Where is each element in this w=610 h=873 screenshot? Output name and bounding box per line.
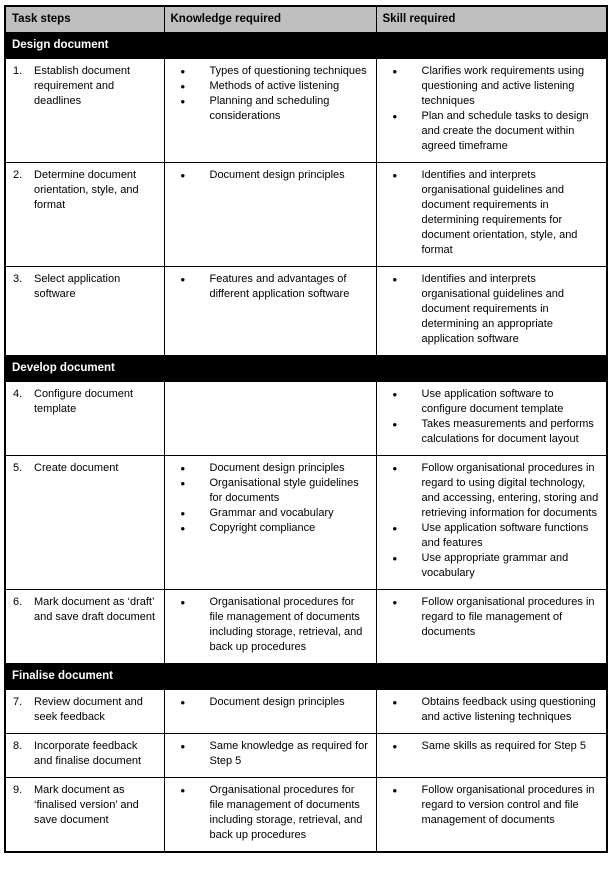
column-header-task-steps: Task steps bbox=[5, 6, 164, 33]
knowledge-cell bbox=[164, 163, 376, 267]
skill-cell bbox=[376, 456, 607, 590]
bullet-list bbox=[171, 739, 370, 769]
skill-cell bbox=[376, 59, 607, 163]
bullet-item: • Document design principles bbox=[181, 695, 370, 710]
bullet-list bbox=[383, 461, 601, 581]
bullet-list bbox=[171, 461, 370, 536]
bullet-item: • Types of questioning techniques bbox=[181, 64, 370, 79]
table-row bbox=[5, 456, 607, 590]
knowledge-cell bbox=[164, 778, 376, 853]
section-header-row bbox=[5, 664, 607, 690]
bullet-item: • Use application software to configure document template bbox=[393, 387, 601, 417]
bullet-item: • Methods of active listening bbox=[181, 79, 370, 94]
task-step bbox=[13, 272, 159, 302]
bullet-item: • Identifies and interprets organisational guidelines and document requirements in determining an appropriate application software bbox=[393, 272, 601, 347]
task-step bbox=[13, 739, 159, 769]
step-label: Mark document as ‘finalised version’ and save document bbox=[34, 784, 139, 826]
skill-cell bbox=[376, 163, 607, 267]
step-number: 3. bbox=[13, 273, 23, 285]
step-label: Establish document requirement and deadlines bbox=[34, 65, 130, 107]
bullet-item: • Follow organisational procedures in regard to using digital technology, and accessing, entering, storing and retrieving information for documents bbox=[393, 461, 601, 521]
step-number: 4. bbox=[13, 388, 23, 400]
bullet-item: • Document design principles bbox=[181, 461, 370, 476]
bullet-item: • Follow organisational procedures in regard to version control and file management of documents bbox=[393, 783, 601, 828]
bullet-item: • Follow organisational procedures in regard to file management of documents bbox=[393, 595, 601, 640]
step-label: Select application software bbox=[34, 273, 121, 300]
bullet-item: • Identifies and interprets organisational guidelines and document requirements in determining requirements for document orientation, style, and format bbox=[393, 168, 601, 258]
table-row bbox=[5, 163, 607, 267]
task-step bbox=[13, 695, 159, 725]
bullet-list bbox=[171, 695, 370, 710]
task-step-cell bbox=[5, 590, 164, 664]
step-label: Determine document orientation, style, and format bbox=[34, 169, 139, 211]
step-label: Create document bbox=[34, 462, 119, 474]
bullet-list bbox=[383, 272, 601, 347]
bullet-item: • Planning and scheduling considerations bbox=[181, 94, 370, 124]
task-step-cell bbox=[5, 778, 164, 853]
skill-cell bbox=[376, 590, 607, 664]
section-header-row bbox=[5, 356, 607, 382]
bullet-item: • Use application software functions and features bbox=[393, 521, 601, 551]
bullet-list bbox=[383, 168, 601, 258]
task-step-cell bbox=[5, 690, 164, 734]
skill-cell bbox=[376, 382, 607, 456]
column-header-knowledge-required: Knowledge required bbox=[164, 6, 376, 33]
table-header-row bbox=[5, 6, 607, 33]
step-number: 7. bbox=[13, 696, 23, 708]
bullet-list bbox=[171, 168, 370, 183]
bullet-list bbox=[383, 595, 601, 640]
knowledge-cell bbox=[164, 456, 376, 590]
column-header-skill-required: Skill required bbox=[376, 6, 607, 33]
task-step bbox=[13, 168, 159, 213]
knowledge-cell bbox=[164, 382, 376, 456]
section-title: Develop document bbox=[5, 356, 607, 382]
step-number: 8. bbox=[13, 740, 23, 752]
bullet-list bbox=[383, 64, 601, 154]
knowledge-cell bbox=[164, 267, 376, 356]
task-step bbox=[13, 595, 159, 625]
bullet-item: • Copyright compliance bbox=[181, 521, 370, 536]
bullet-item: • Organisational procedures for file management of documents including storage, retrieval, and back up procedures bbox=[181, 783, 370, 843]
task-step bbox=[13, 461, 159, 476]
task-step-cell bbox=[5, 382, 164, 456]
task-step-cell bbox=[5, 59, 164, 163]
bullet-list bbox=[383, 695, 601, 725]
skill-cell bbox=[376, 778, 607, 853]
bullet-item: • Obtains feedback using questioning and active listening techniques bbox=[393, 695, 601, 725]
bullet-list bbox=[171, 783, 370, 843]
section-title: Finalise document bbox=[5, 664, 607, 690]
bullet-item: • Plan and schedule tasks to design and create the document within agreed timeframe bbox=[393, 109, 601, 154]
skill-cell bbox=[376, 734, 607, 778]
bullet-list bbox=[383, 387, 601, 447]
task-step-cell bbox=[5, 267, 164, 356]
bullet-item: • Clarifies work requirements using questioning and active listening techniques bbox=[393, 64, 601, 109]
step-number: 6. bbox=[13, 596, 23, 608]
step-label: Configure document template bbox=[34, 388, 134, 415]
bullet-item: • Organisational style guidelines for documents bbox=[181, 476, 370, 506]
section-title: Design document bbox=[5, 33, 607, 59]
task-step-cell bbox=[5, 456, 164, 590]
knowledge-cell bbox=[164, 590, 376, 664]
knowledge-cell bbox=[164, 59, 376, 163]
table-body bbox=[5, 33, 607, 853]
step-number: 2. bbox=[13, 169, 23, 181]
bullet-item: • Features and advantages of different application software bbox=[181, 272, 370, 302]
bullet-list bbox=[171, 272, 370, 302]
task-step bbox=[13, 387, 159, 417]
table-row bbox=[5, 690, 607, 734]
skill-cell bbox=[376, 690, 607, 734]
bullet-item: • Takes measurements and performs calculations for document layout bbox=[393, 417, 601, 447]
skill-cell bbox=[376, 267, 607, 356]
bullet-list bbox=[171, 64, 370, 124]
bullet-item: • Same skills as required for Step 5 bbox=[393, 739, 601, 754]
section-header-row bbox=[5, 33, 607, 59]
bullet-item: • Organisational procedures for file management of documents including storage, retrieval, and back up procedures bbox=[181, 595, 370, 655]
bullet-item: • Grammar and vocabulary bbox=[181, 506, 370, 521]
table-row bbox=[5, 778, 607, 853]
task-step-cell bbox=[5, 734, 164, 778]
task-step-cell bbox=[5, 163, 164, 267]
table-row bbox=[5, 382, 607, 456]
step-label: Mark document as ‘draft’ and save draft document bbox=[34, 596, 156, 623]
step-number: 5. bbox=[13, 462, 23, 474]
table-row bbox=[5, 734, 607, 778]
step-label: Incorporate feedback and finalise document bbox=[34, 740, 142, 767]
bullet-list bbox=[383, 739, 601, 754]
bullet-item: • Use appropriate grammar and vocabulary bbox=[393, 551, 601, 581]
step-number: 1. bbox=[13, 65, 23, 77]
step-label: Review document and seek feedback bbox=[34, 696, 143, 723]
bullet-list bbox=[171, 595, 370, 655]
knowledge-cell bbox=[164, 690, 376, 734]
bullet-list bbox=[383, 783, 601, 828]
step-number: 9. bbox=[13, 784, 23, 796]
task-steps-table bbox=[4, 5, 608, 853]
bullet-item: • Same knowledge as required for Step 5 bbox=[181, 739, 370, 769]
table-row bbox=[5, 590, 607, 664]
task-step bbox=[13, 783, 159, 828]
bullet-item: • Document design principles bbox=[181, 168, 370, 183]
task-step bbox=[13, 64, 159, 109]
table-row bbox=[5, 267, 607, 356]
knowledge-cell bbox=[164, 734, 376, 778]
table-row bbox=[5, 59, 607, 163]
